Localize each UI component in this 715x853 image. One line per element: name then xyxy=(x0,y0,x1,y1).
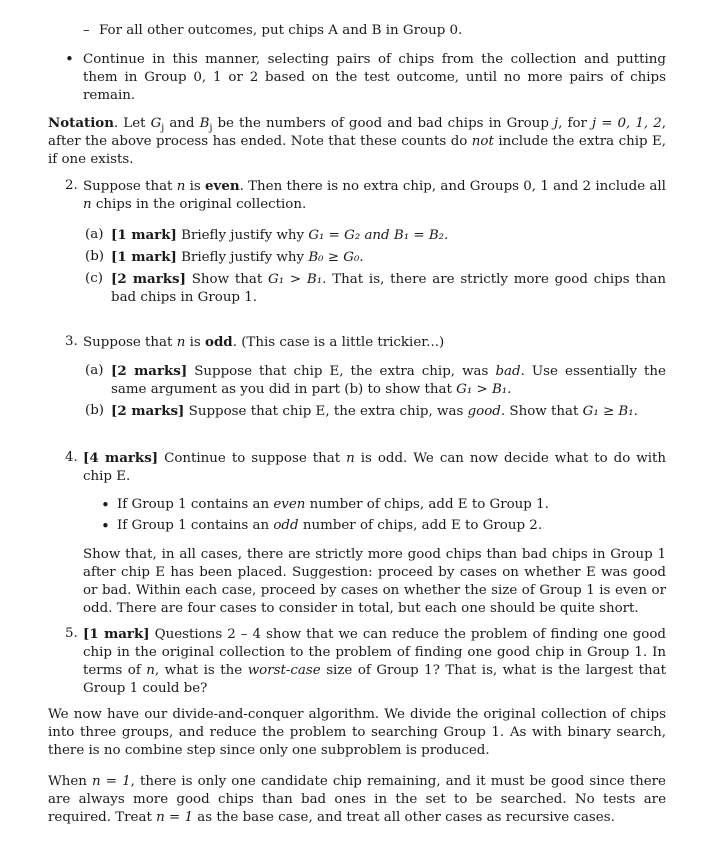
question-part: (b) [2 marks] Suppose that chip E, the extra chip, was good. Show that G₁ ≥ B₁. xyxy=(85,403,638,419)
question-4 xyxy=(65,449,666,618)
question-part: (c) [2 marks] Show that G₁ > B₁. That is, there are strictly more good chips than bad chips in Group 1. xyxy=(85,271,667,305)
emph-not: not xyxy=(471,134,494,149)
math-j-values: j = 0, 1, 2 xyxy=(592,116,662,131)
question-5 xyxy=(65,625,666,698)
question-2 xyxy=(65,177,667,310)
question-number: 4. xyxy=(65,450,78,465)
dash-item xyxy=(83,22,669,40)
question-part: (a) [2 marks] Suppose that chip E, the extra chip, was bad. Use essentially the same argument as you did in part (b) to show that G₁ > B₁. xyxy=(85,363,666,397)
case-bullet: • If Group 1 contains an even number of chips, add E to Group 1. xyxy=(97,496,666,514)
continue-text: Continue in this manner, selecting pairs of chips from the collection and putting them in Group 0, 1 or 2 based on the test outcome, until no more pairs of chips remain. xyxy=(83,52,666,103)
dash-marker: – xyxy=(83,23,90,38)
notation-heading: Notation xyxy=(48,115,114,131)
question-number: 3. xyxy=(65,334,78,349)
question-intro: Suppose that n is odd. (This case is a little trickier...) xyxy=(83,334,445,350)
question-part: (b) [1 mark] Briefly justify why B₀ ≥ G₀. xyxy=(85,249,364,265)
question-number: 2. xyxy=(65,178,78,193)
dash-text: For all other outcomes, put chips A and B in Group 0. xyxy=(99,23,463,38)
bullet-marker xyxy=(65,50,74,70)
case-bullet: • If Group 1 contains an odd number of chips, add E to Group 2. xyxy=(97,517,666,535)
paragraph-base-case: When n = 1, there is only one candidate chip remaining, and it must be good since there are always more good chips than bad ones in the set to be searched. No tests are required. Treat n = 1 as the base case, and treat all other cases as recursive cases. xyxy=(48,774,666,825)
question-body: [1 mark] Questions 2 – 4 show that we can reduce the problem of finding one good chip in the original collection to the problem of finding one good chip in Group 1. In terms of n, what is the worst-case size of Group 1? That is, what is the largest that Group 1 could be? xyxy=(83,626,666,696)
math-j: j xyxy=(554,116,559,131)
math-Gj: $G_j$ xyxy=(150,116,165,134)
question-3 xyxy=(65,333,666,424)
question-intro: Suppose that n is even. Then there is no extra chip, and Groups 0, 1 and 2 include all n chips in the original collection. xyxy=(83,178,666,212)
notation-paragraph: Notation. Let $G_j$ and $B_j$ be the numbers of good and bad chips in Group j, for j = 0, 1, 2, after the above process has ended. Note that these counts do not include the extra chip E, if one exists. xyxy=(48,115,666,167)
continue-bullet-item xyxy=(83,51,666,105)
question-intro: [4 marks] Continue to suppose that n is odd. We can now decide what to do with chip E. xyxy=(83,450,666,484)
question-part: (a) [1 mark] Briefly justify why G₁ = G₂ and B₁ = B₂. xyxy=(85,227,449,243)
paragraph-divide-conquer: We now have our divide-and-conquer algorithm. We divide the original collection of chips into three groups, and reduce the problem to searching Group 1. As with binary search, there is no combine step since only one subproblem is produced. xyxy=(48,707,666,758)
question-body: Show that, in all cases, there are strictly more good chips than bad chips in Group 1 after chip E has been placed. Suggestion: proceed by cases on whether E was good or bad. Within each case, proceed by cases on whether the size of Group 1 is even or odd. There are four cases to consider in total, but each one should be quite short. xyxy=(83,547,666,616)
math-Bj: $B_j$ xyxy=(199,116,213,134)
question-number: 5. xyxy=(65,626,78,641)
